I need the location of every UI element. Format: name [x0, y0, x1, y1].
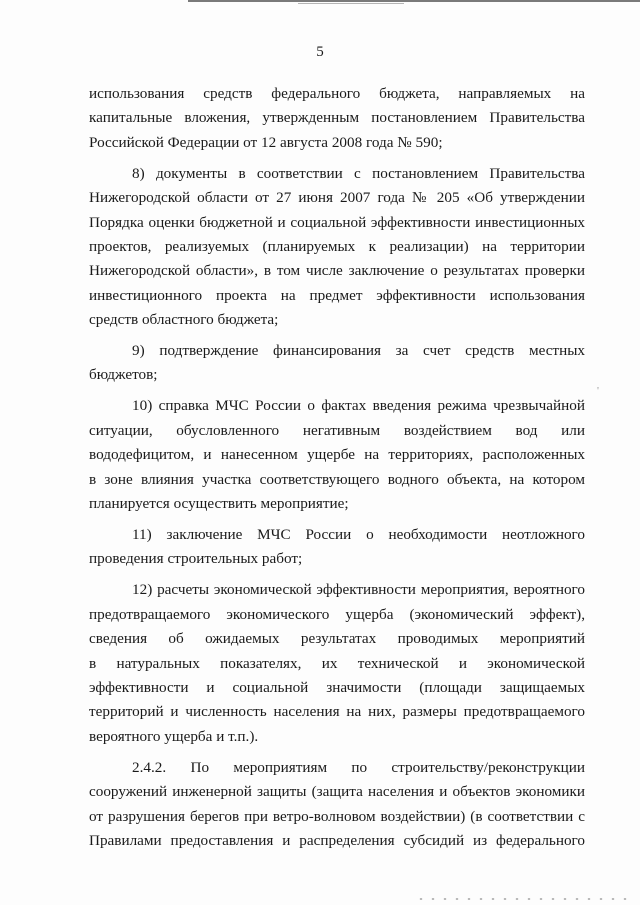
text-line: использования средств федерального бюджета, направляемых на [89, 85, 585, 102]
text-line: вододефицитом, и нанесенном ущербе на территориях, расположенных [89, 446, 585, 464]
text-line: ситуации, обусловленного негативным воздействием вод или [89, 421, 585, 439]
paragraph-item-9 [89, 339, 585, 388]
top-border-dash [298, 3, 404, 4]
paragraph-item-12 [89, 578, 585, 749]
text-line: эффективности и социальной значимости (площади защищаемых [89, 678, 585, 696]
text-line: инвестиционного проекта на предмет эффективности использования [89, 286, 585, 304]
text-line: вероятного ущерба и т.п.). [89, 727, 259, 745]
text-line: сведения об ожидаемых результатах проводимых мероприятий [89, 630, 585, 648]
text-line: 10) справка МЧС России о фактах введения режима чрезвычайной [132, 397, 585, 415]
bottom-scan-artifact [415, 898, 630, 900]
text-line: 9) подтверждение финансирования за счет средств местных [132, 342, 585, 360]
scan-mark: ' [597, 385, 599, 397]
text-line: проектов, реализуемых (планируемых к реализации) на территории [89, 237, 585, 255]
paragraph-section-2-4-2 [89, 756, 585, 854]
text-line: сооружений инженерной защиты (защита населения и объектов экономики [89, 783, 585, 801]
text-line: в натуральных показателях, их технической и экономической [89, 654, 585, 672]
text-line: 11) заключение МЧС России о необходимости неотложного [132, 526, 585, 544]
text-line: в зоне влияния участка соответствующего водного объекта, на котором [89, 470, 585, 488]
paragraph-item-10 [89, 394, 585, 516]
text-line: 12) расчеты экономической эффективности мероприятия, вероятного [132, 581, 585, 599]
text-line: средств областного бюджета; [89, 311, 279, 329]
text-line: территорий и численность населения на них, размеры предотвращаемого [89, 703, 585, 721]
text-line: планируется осуществить мероприятие; [89, 495, 349, 513]
text-line: от разрушения берегов при ветро-волновом воздействии) (в соответствии с [89, 807, 585, 825]
text-line: 2.4.2. По мероприятиям по строительству/реконструкции [132, 758, 585, 776]
text-line: Российской Федерации от 12 августа 2008 года № 590; [89, 133, 443, 151]
paragraph-item-8 [89, 162, 585, 333]
document-body [89, 82, 585, 860]
text-line: Порядка оценки бюджетной и социальной эффективности инвестиционных [89, 213, 585, 231]
text-line: 8) документы в соответствии с постановлением Правительства [132, 164, 585, 182]
paragraph-item-11 [89, 523, 585, 572]
text-line: предотвращаемого экономического ущерба (экономический эффект), [89, 605, 585, 623]
text-line: проведения строительных работ; [89, 550, 303, 568]
text-line: Нижегородской области», в том числе заключение о результатах проверки [89, 262, 585, 280]
text-line: капитальные вложения, утвержденным постановлением Правительства [89, 109, 585, 127]
text-line: Нижегородской области от 27 июня 2007 года № 205 «Об утверждении [89, 189, 585, 207]
top-border-line [188, 0, 640, 2]
page-number: 5 [316, 44, 324, 60]
paragraph-continuation [89, 82, 585, 155]
text-line: бюджетов; [89, 366, 158, 384]
text-line: Правилами предоставления и распределения субсидий из федерального [89, 831, 585, 849]
